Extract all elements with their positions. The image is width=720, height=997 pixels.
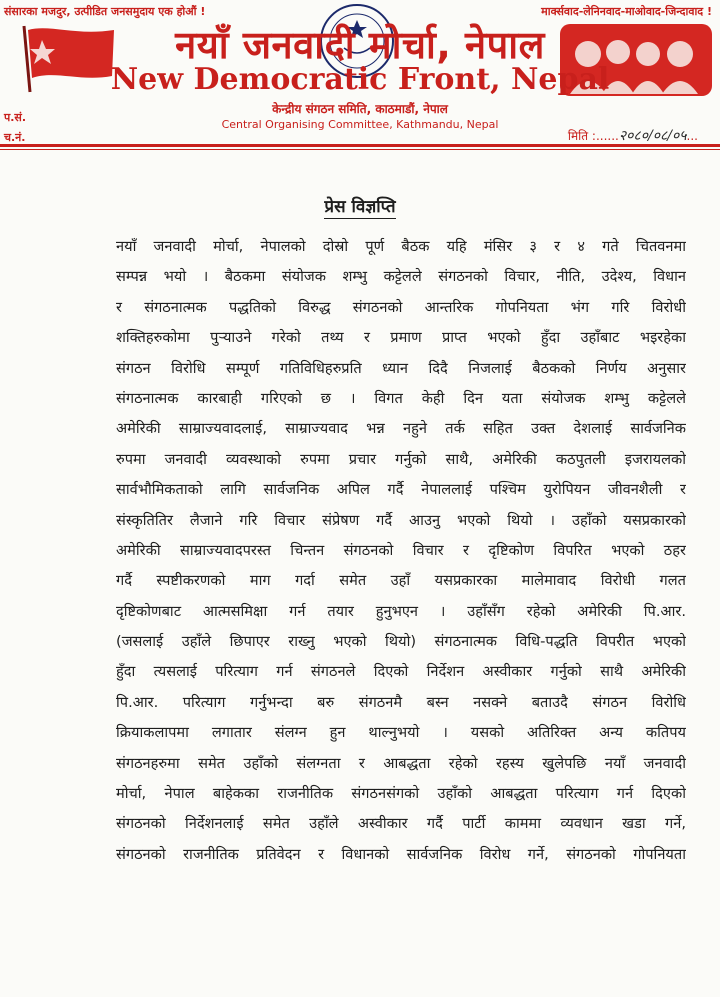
date-trail: ...	[686, 129, 698, 143]
body-line: सार्वभौमिकताको लागि सार्वजनिक अपिल गर्दै नेपाललाई पश्चिम युरोपियन जीवनशैली र	[116, 481, 686, 499]
body-line: (जसलाई उहाँले छिपाएर राख्नु भएको थियो) संगठनात्मक विधि-पद्धति विपरीत भएको	[116, 633, 686, 651]
date-dots: ......	[595, 129, 619, 143]
date-label: मिति :	[567, 129, 596, 143]
body-line: दृष्टिकोणबाट आत्मसमिक्षा गर्न तयार हुनुभएन । उहाँसँग रहेको अमेरिकी पि.आर.	[116, 602, 686, 620]
header-divider-thin	[0, 149, 720, 150]
reference-number-label: प.सं.	[4, 111, 27, 124]
body-line: मोर्चा, नेपाल बाहेकका राजनीतिक संगठनसंगको उहाँको आबद्धता परित्याग गर्न दिएको	[116, 785, 686, 803]
committee-english: Central Organising Committee, Kathmandu, Nepal	[221, 118, 499, 131]
date-value: २०८०/०८/०५	[618, 128, 687, 144]
slogan-right: मार्क्सवाद-लेनिनवाद-माओवाद-जिन्दावाद !	[541, 5, 712, 18]
body-line: नयाँ जनवादी मोर्चा, नेपालको दोस्रो पूर्ण बैठक यहि मंसिर ३ र ४ गते चितवनमा	[116, 238, 686, 255]
body-line: रुपमा जनवादी व्यवस्थाको रुपमा प्रचार गर्नुको साथै, अमेरिकी कठपुतली इजरायलको	[116, 450, 686, 468]
body-line: र संगठनात्मक पद्धतिको विरुद्ध संगठनको आन्तरिक गोपनियता भंग गरि विरोधी	[116, 298, 686, 316]
body-line: अमेरिकी साम्राज्यवादलाई, साम्राज्यवाद भन्न नहुने तर्क सहित उक्त देशलाई सार्वजनिक	[116, 420, 686, 438]
body-line: क्रियाकलापमा लगातार संलग्न हुन थाल्नुभयो । यसको अतिरिक्त अन्य कतिपय	[116, 724, 686, 742]
body-line: शक्तिहरुकोमा पुर्‍याउने गरेको तथ्य र प्रमाण प्राप्त भएको हुँदा उहाँबाट भइरहेका	[116, 329, 686, 347]
body-line: संगठनात्मक कारबाही गरिएको छ । विगत केही दिन यता संयोजक शम्भु कट्टेलले	[116, 389, 686, 407]
body-line: संगठनहरुमा समेत उहाँको संलग्नता र आबद्धता रहेको रहस्य खुलेपछि नयाँ जनवादी	[116, 754, 686, 772]
body-line: हुँदा त्यसलाई परित्याग गर्न संगठनले दिएको निर्देशन अस्वीकार गर्नुको साथै अमेरिकी	[116, 663, 686, 681]
body-line: संगठन विरोधि सम्पूर्ण गतिविधिहरुप्रति ध्यान दिदै निजलाई बैठकको निर्णय अनुसार	[116, 359, 686, 377]
press-release-heading: प्रेस विज्ञप्ति	[324, 197, 396, 217]
committee-nepali: केन्द्रीय संगठन समिति, काठमाडौं, नेपाल	[272, 102, 448, 116]
header-divider-thick	[0, 144, 720, 147]
body-line: सम्पन्न भयो । बैठकमा संयोजक शम्भु कट्टेलले संगठनको विचार, नीति, उदेश्य, विधान	[116, 268, 686, 286]
date-field	[568, 126, 698, 145]
body-line: गर्दै स्पष्टीकरणको माग गर्दा समेत उहाँ यसप्रकारका मालेमावाद विरोधी गलत	[116, 572, 686, 590]
org-title-english: New Democratic Front, Nepal	[110, 62, 610, 97]
body-line: पि.आर. परित्याग गर्नुभन्दा बरु संगठनमै बस्न नसक्ने बताउदै संगठन विरोधि	[116, 693, 686, 711]
body-line: संगठनको राजनीतिक प्रतिवेदन र विधानको सार्वजनिक विरोध गर्ने, संगठनको गोपनियता	[116, 845, 686, 863]
body-line: संगठनको निर्देशनलाई समेत उहाँले अस्वीकार गर्दै पार्टी काममा व्यवधान खडा गर्ने,	[116, 815, 686, 833]
slogan-left: संसारका मजदुर, उत्पीडित जनसमुदाय एक होऔं !	[4, 5, 206, 18]
dispatch-number-label: च.नं.	[4, 131, 26, 144]
press-release-body	[116, 232, 686, 870]
body-line: अमेरिकी साम्राज्यवादपरस्त चिन्तन संगठनको विचार र दृष्टिकोण विपरित भएको ठहर	[116, 541, 686, 559]
body-line: संस्कृतितिर लैजाने गरि विचार संप्रेषण गर्दै आउनु भएको थियो । उहाँको यसप्रकारको	[116, 511, 686, 529]
org-title-nepali: नयाँ जनवादी मोर्चा, नेपाल	[175, 23, 545, 67]
